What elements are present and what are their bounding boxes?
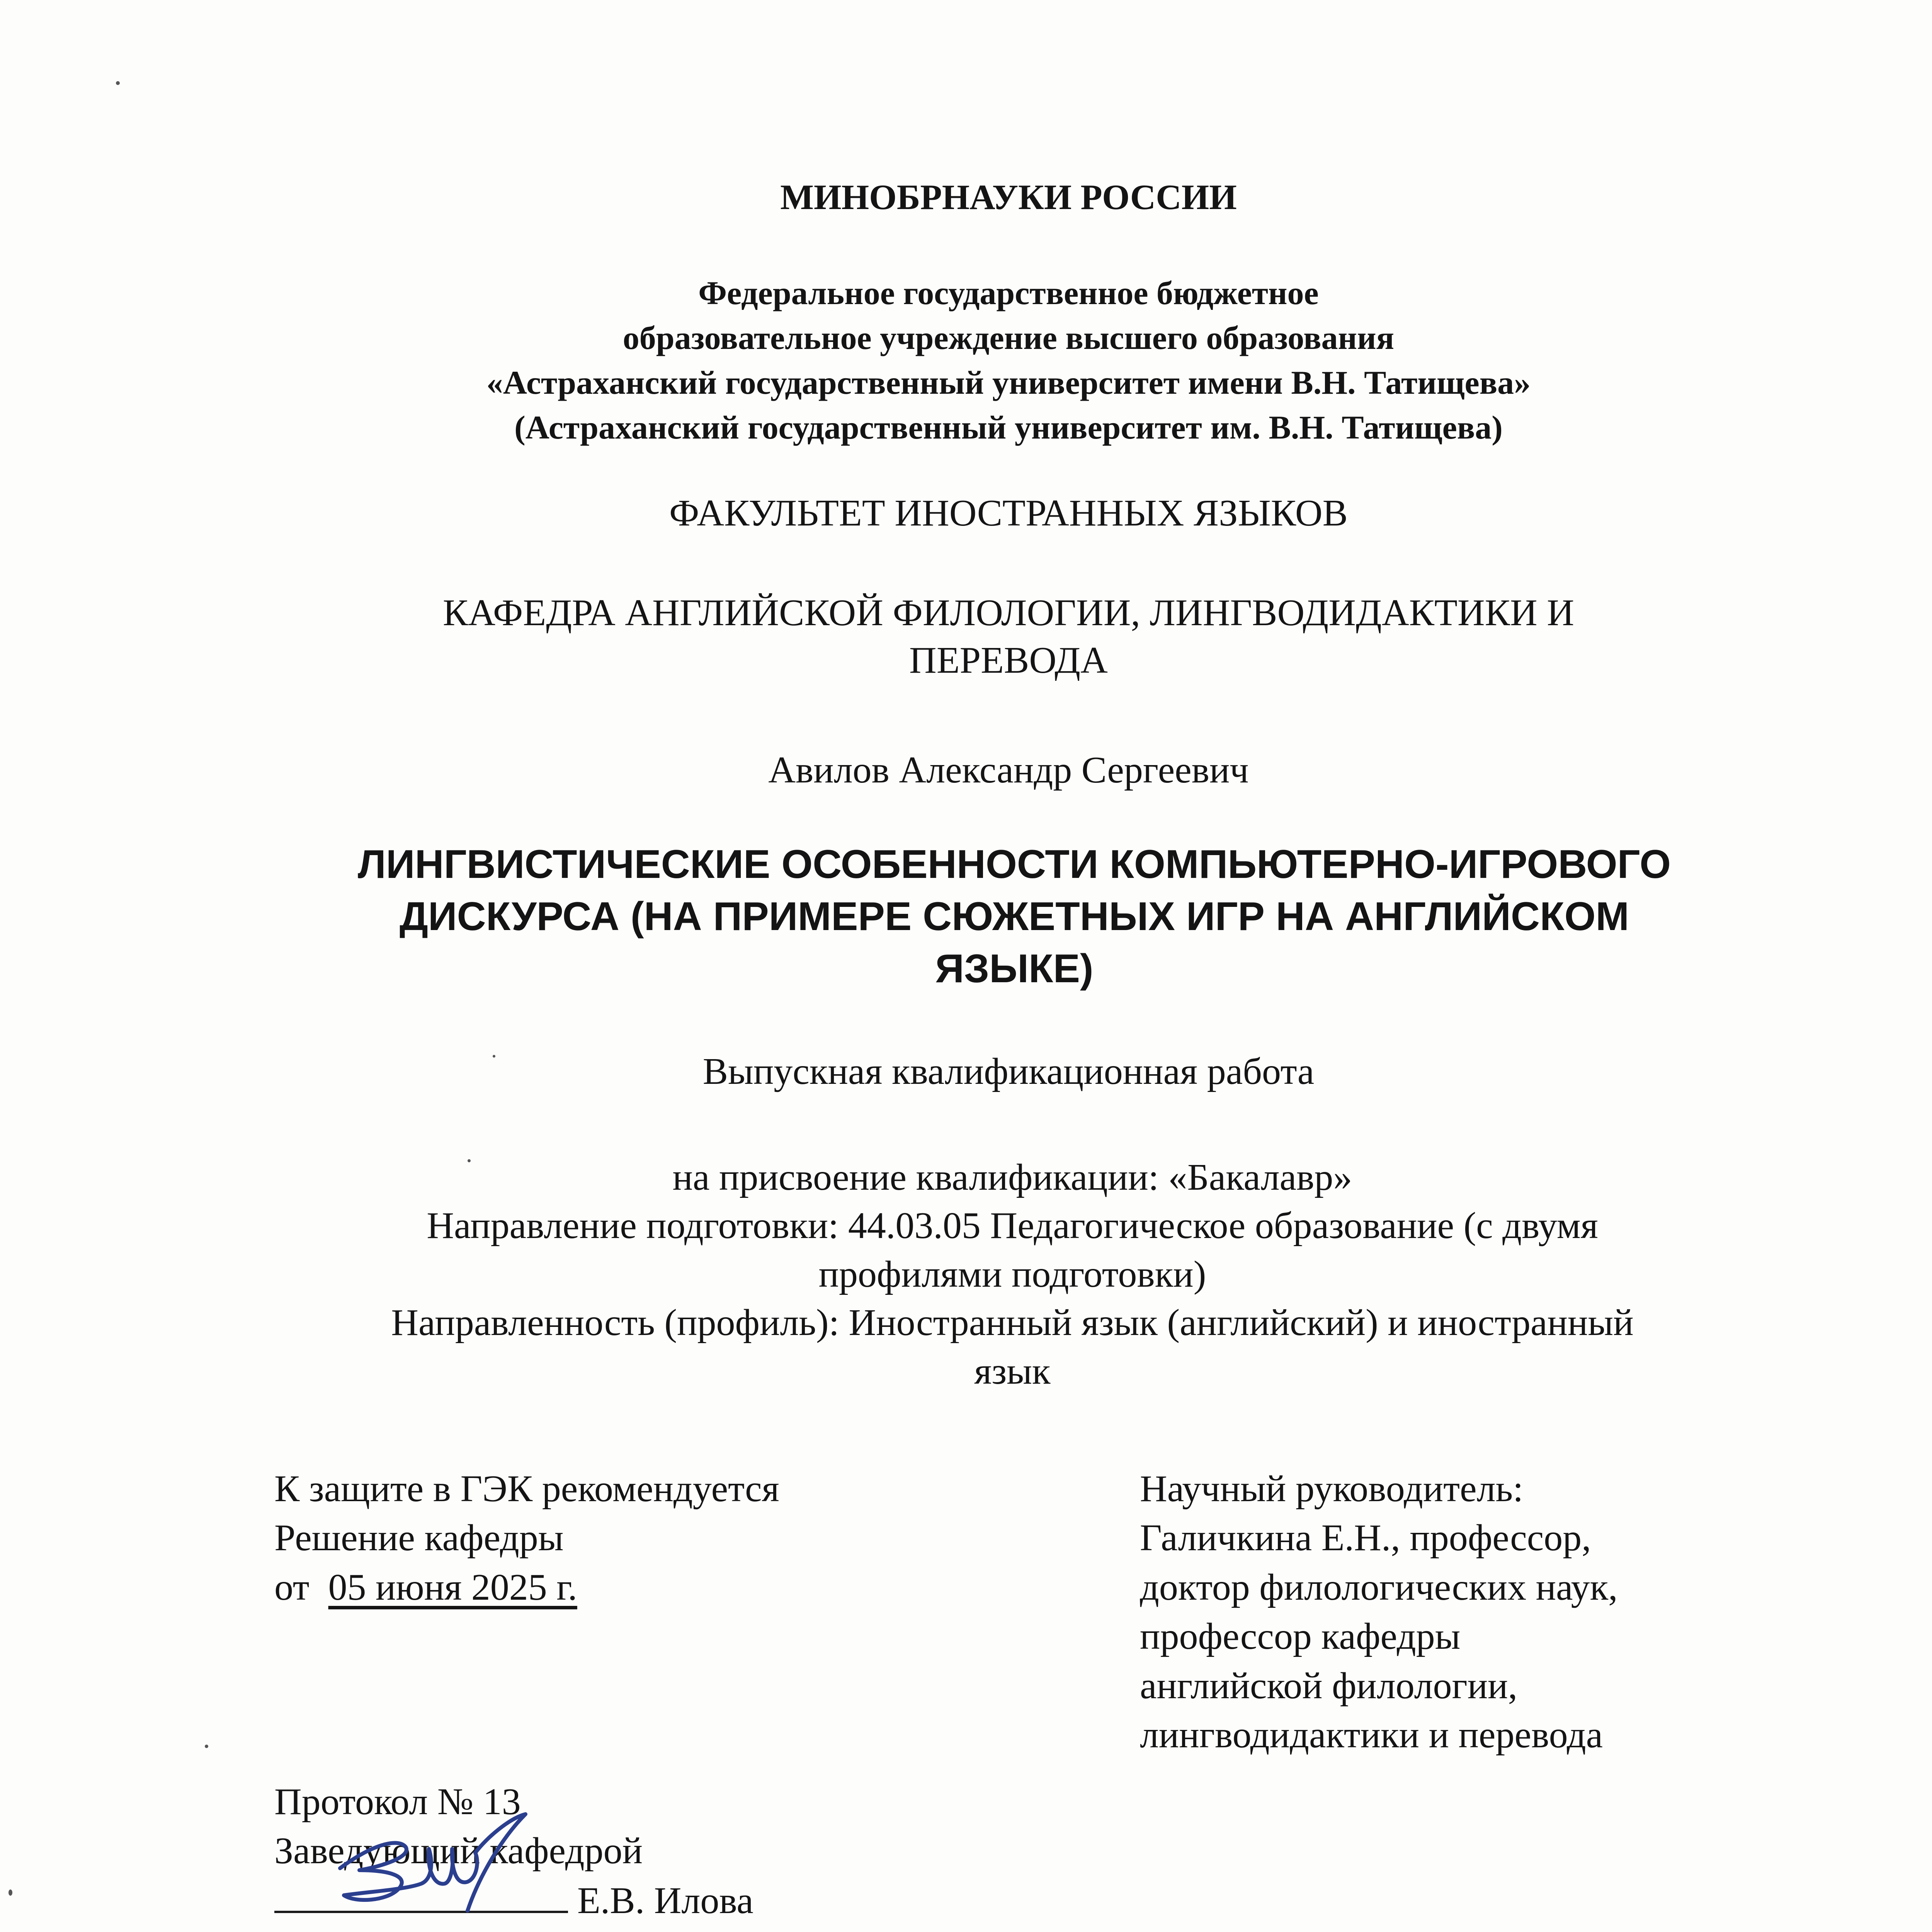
supervisor-block (1140, 1464, 1618, 1760)
supervisor-line: Галичкина Е.Н., профессор, (1140, 1517, 1591, 1559)
ministry-text: МИНОБРНАУКИ РОССИИ (780, 177, 1237, 217)
qualification-block (240, 1153, 1785, 1396)
scan-speck (493, 1055, 495, 1058)
scan-speck (468, 1159, 471, 1162)
author-text: Авилов Александр Сергеевич (768, 749, 1249, 791)
supervisor-line: английской филологии, (1140, 1665, 1518, 1707)
defense-date-row (274, 1563, 779, 1612)
qualification-line: Направленность (профиль): Иностранный язык (английский) и иностранный (391, 1302, 1634, 1344)
defense-date-prefix: от (274, 1566, 310, 1608)
author-name (216, 748, 1801, 793)
scan-speck (9, 1889, 12, 1896)
qualification-line: профилями подготовки) (818, 1253, 1206, 1295)
supervisor-line: профессор кафедры (1140, 1616, 1461, 1658)
department-heading (294, 589, 1723, 684)
scan-speck (205, 1745, 208, 1748)
thesis-title-line: ЯЗЫКЕ) (935, 946, 1094, 992)
qualification-line: на присвоение квалификации: «Бакалавр» (672, 1156, 1352, 1198)
head-title: Заведующий кафедрой (274, 1830, 643, 1872)
org-line: образовательное учреждение высшего образования (622, 319, 1395, 357)
faculty-text: ФАКУЛЬТЕТ ИНОСТРАННЫХ ЯЗЫКОВ (669, 492, 1348, 534)
protocol-block (274, 1777, 753, 1925)
org-line: Федеральное государственное бюджетное (698, 274, 1319, 311)
qualification-line: Направление подготовки: 44.03.05 Педагогическое образование (с двумя (427, 1205, 1598, 1247)
defense-line-2: Решение кафедры (274, 1517, 564, 1559)
org-line: (Астраханский государственный университет им. В.Н. Татищева) (514, 409, 1503, 446)
supervisor-line: лингводидактики и перевода (1140, 1714, 1603, 1756)
head-name: Е.В. Илова (577, 1879, 753, 1922)
defense-recommendation (274, 1464, 779, 1612)
qualification-line: язык (974, 1350, 1051, 1392)
thesis-title (232, 838, 1797, 995)
ministry-heading (216, 176, 1801, 218)
thesis-title-line: ЛИНГВИСТИЧЕСКИЕ ОСОБЕННОСТИ КОМПЬЮТЕРНО-ИГРОВОГО (357, 842, 1671, 887)
defense-date: 05 июня 2025 г. (328, 1566, 577, 1608)
supervisor-line: Научный руководитель: (1140, 1468, 1524, 1510)
head-signature-row (274, 1876, 753, 1925)
organization-block (216, 270, 1801, 450)
thesis-title-line: ДИСКУРСА (НА ПРИМЕРЕ СЮЖЕТНЫХ ИГР НА АНГЛИЙСКОМ (399, 894, 1629, 939)
thesis-type-text: Выпускная квалификационная работа (702, 1051, 1315, 1092)
department-line: КАФЕДРА АНГЛИЙСКОЙ ФИЛОЛОГИИ, ЛИНГВОДИДАКТИКИ И (442, 592, 1575, 634)
head-signature-line (274, 1876, 568, 1913)
protocol-number: Протокол № 13 (274, 1781, 521, 1823)
defense-line-1: К защите в ГЭК рекомендуется (274, 1468, 779, 1510)
thesis-type (216, 1049, 1801, 1095)
org-line: «Астраханский государственный университет имени В.Н. Татищева» (486, 364, 1531, 401)
supervisor-line: доктор филологических наук, (1140, 1566, 1618, 1608)
department-line: ПЕРЕВОДА (909, 639, 1108, 681)
scan-speck (116, 81, 120, 85)
faculty-heading (216, 491, 1801, 536)
